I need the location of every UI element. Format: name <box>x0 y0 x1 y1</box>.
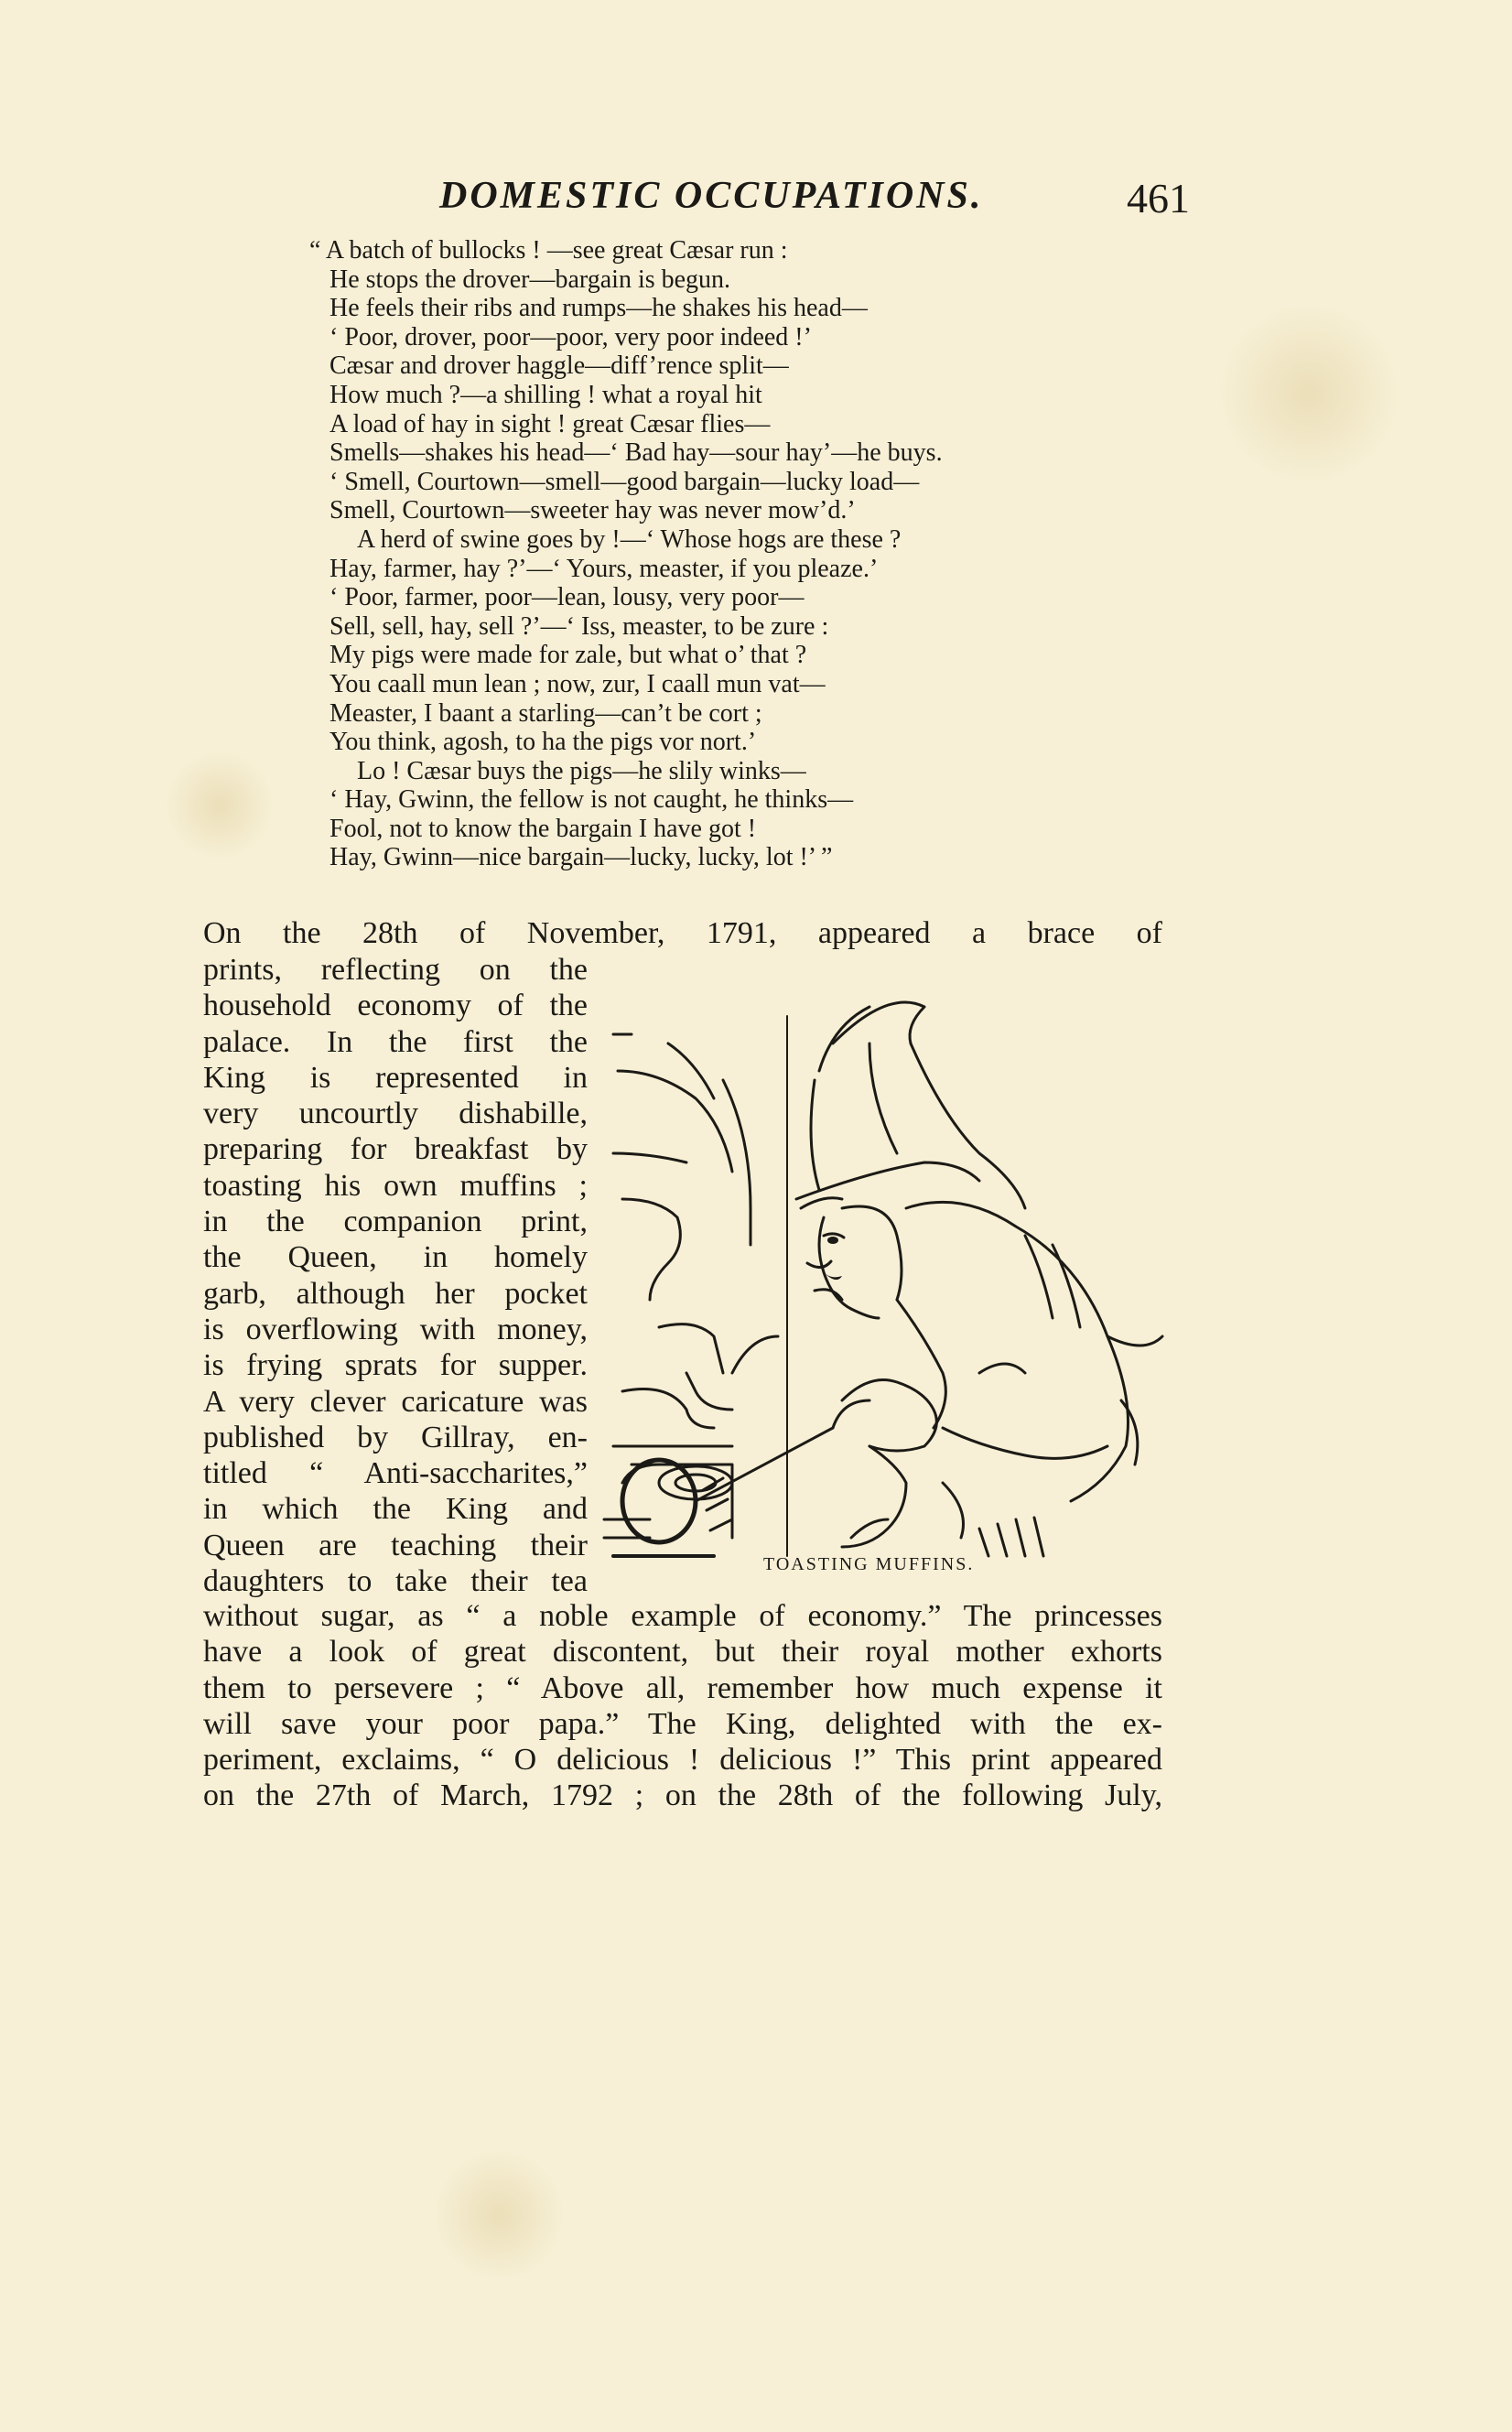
paragraph-line: very uncourtly dishabille, <box>203 1097 588 1131</box>
poem-line: Fool, not to know the bargain I have got ! <box>329 814 757 843</box>
poem-line: You think, agosh, to ha the pigs vor nort.’ <box>329 728 757 757</box>
paragraph-line: on the 27th of March, 1792 ; on the 28th of the following July, <box>203 1778 1162 1813</box>
paragraph-line: will save your poor papa.” The King, delighted with the ex- <box>203 1706 1162 1741</box>
paragraph-line: preparing for breakfast by <box>203 1132 588 1167</box>
paper-stain <box>165 751 275 860</box>
poem-line: He feels their ribs and rumps—he shakes his head— <box>329 294 868 323</box>
paragraph-line: without sugar, as “ a noble example of economy.” The princesses <box>203 1599 1162 1633</box>
poem-line: Lo ! Cæsar buys the pigs—he slily winks— <box>357 756 806 785</box>
figure-caption: TOASTING MUFFINS. <box>763 1554 975 1574</box>
paragraph-line: published by Gillray, en- <box>203 1420 588 1454</box>
paragraph-line: palace. In the first the <box>203 1024 588 1059</box>
paragraph-line: Queen are teaching their <box>203 1528 588 1562</box>
poem-line: He stops the drover—bargain is begun. <box>329 265 731 294</box>
paper-stain <box>430 2151 567 2279</box>
paragraph-line: in the companion print, <box>203 1205 588 1239</box>
paragraph-line: prints, reflecting on the <box>203 953 588 987</box>
paragraph-line: them to persevere ; “ Above all, remember how much expense it <box>203 1670 1162 1705</box>
page-number: 461 <box>1127 175 1190 222</box>
paragraph-line: A very clever caricature was <box>203 1384 588 1419</box>
poem-line: Smell, Courtown—sweeter hay was never mow’d.’ <box>329 496 856 525</box>
paragraph-line: in which the King and <box>203 1492 588 1527</box>
poem-line: A herd of swine goes by !—‘ Whose hogs are these ? <box>357 524 902 554</box>
poem-line: ‘ Smell, Courtown—smell—good bargain—lucky load— <box>329 467 920 496</box>
paragraph-line: garb, although her pocket <box>203 1276 588 1311</box>
paragraph-first-line: On the 28th of November, 1791, appeared a brace of <box>203 916 1162 950</box>
paragraph-line: the Queen, in homely <box>203 1240 588 1275</box>
paragraph-line: daughters to take their tea <box>203 1564 588 1599</box>
poem-line: ‘ Poor, farmer, poor—lean, lousy, very poor— <box>329 583 805 612</box>
poem-line: Hay, Gwinn—nice bargain—lucky, lucky, lot !’ ” <box>329 843 833 872</box>
paper-stain <box>1217 302 1400 485</box>
king-toasting-illustration <box>595 970 1181 1574</box>
paragraph-line: periment, exclaims, “ O delicious ! delicious !” This print appeared <box>203 1743 1162 1778</box>
paragraph-line: is frying sprats for supper. <box>203 1348 588 1383</box>
poem-quotation <box>309 236 1153 872</box>
poem-line: Smells—shakes his head—‘ Bad hay—sour hay’—he buys. <box>329 438 943 468</box>
paragraph-line: household economy of the <box>203 989 588 1023</box>
running-head: DOMESTIC OCCUPATIONS. <box>439 175 984 217</box>
paragraph-line: titled “ Anti-saccharites,” <box>203 1456 588 1491</box>
poem-line: ‘ Hay, Gwinn, the fellow is not caught, he thinks— <box>329 785 854 815</box>
paragraph-line: King is represented in <box>203 1060 588 1095</box>
poem-line: “ A batch of bullocks ! —see great Cæsar run : <box>309 236 788 265</box>
poem-line: Cæsar and drover haggle—diff’rence split— <box>329 351 789 381</box>
poem-line: Measter, I baant a starling—can’t be cort ; <box>329 698 762 728</box>
paragraph-continuation <box>203 1598 1162 1814</box>
paragraph-line: toasting his own muffins ; <box>203 1168 588 1203</box>
poem-line: ‘ Poor, drover, poor—poor, very poor indeed !’ <box>329 322 812 351</box>
poem-line: A load of hay in sight ! great Cæsar flies— <box>329 409 771 438</box>
poem-line: You caall mun lean ; now, zur, I caall mun vat— <box>329 669 826 698</box>
toasting-muffins-illustration <box>595 970 1181 1574</box>
paragraph-column <box>203 952 588 1599</box>
poem-line: Hay, farmer, hay ?’—‘ Yours, measter, if you pleaze.’ <box>329 554 879 583</box>
paragraph-line: is overflowing with money, <box>203 1312 588 1346</box>
poem-line: How much ?—a shilling ! what a royal hit <box>329 380 762 409</box>
page-header <box>201 174 1190 229</box>
poem-line: Sell, sell, hay, sell ?’—‘ Iss, measter, to be zure : <box>329 611 829 641</box>
poem-line: My pigs were made for zale, but what o’ that ? <box>329 641 807 670</box>
paragraph-line: have a look of great discontent, but their royal mother exhorts <box>203 1635 1162 1670</box>
